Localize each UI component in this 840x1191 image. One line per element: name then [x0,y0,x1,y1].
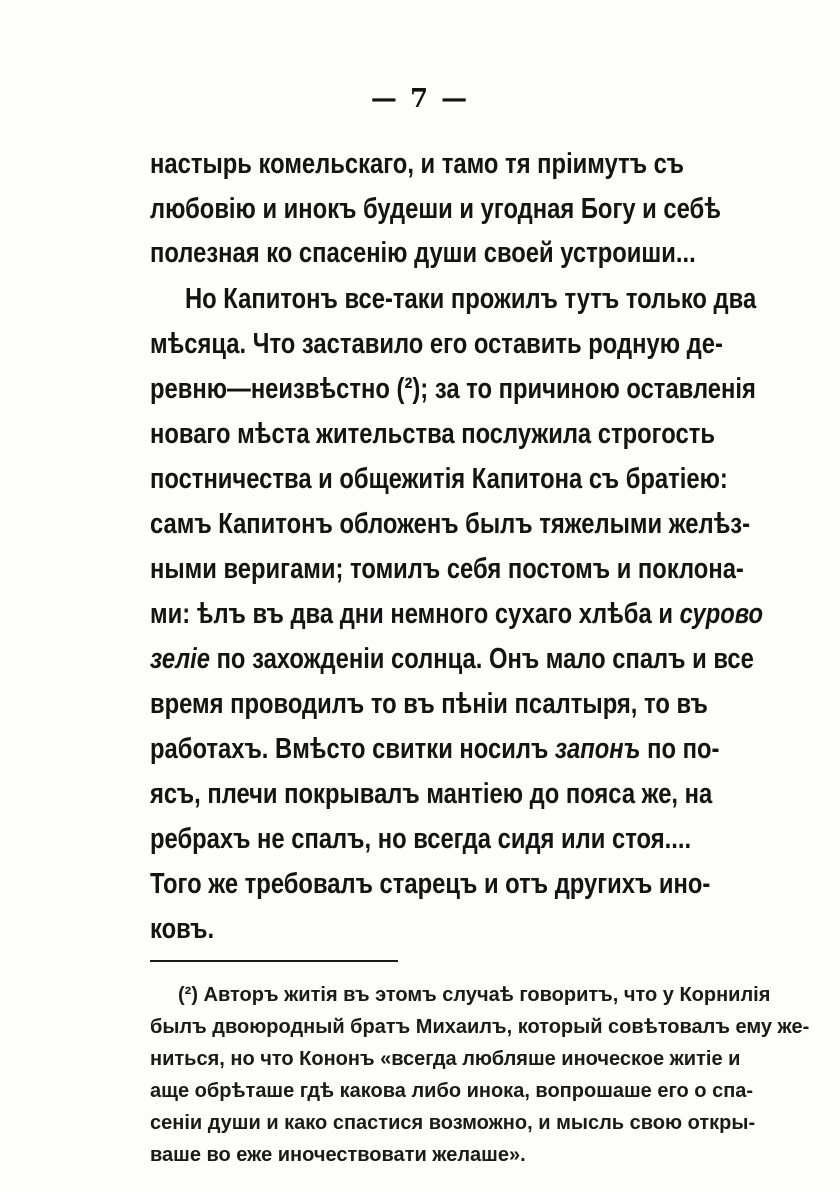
footnote-line: ниться, но что Кононъ «всегда любляше иноческое житіе и [150,1048,741,1070]
text-line [150,731,720,767]
text-line: настырь комельскаго, и тамо тя пріимутъ съ [150,148,684,180]
text-line: Но Капитонъ все-таки прожилъ тутъ только два [185,283,757,315]
text-span: работахъ. Вмѣсто свитки носилъ [150,733,549,765]
text-line: самъ Капитонъ обложенъ былъ тяжелыми желѣз- [150,508,751,540]
text-line: постничества и общежитія Капитона съ братіею: [150,463,728,495]
text-line: ребрахъ не спалъ, но всегда сидя или стоя.... [150,823,692,855]
text-line: мѣсяца. Что заставило его оставить родную де- [150,328,723,360]
text-line: время проводилъ то въ пѣніи псалтыря, то въ [150,688,708,720]
text-line: новаго мѣста жительства послужила строгость [150,418,715,450]
footnote-line: былъ двоюродный братъ Михаилъ, который совѣтовалъ ему же- [150,1016,810,1038]
text-line: Того же требовалъ старецъ и отъ другихъ ино- [150,868,711,900]
footnote-line: ваше во еже иночествовати желаше». [150,1144,526,1166]
page-number: — 7 — [370,84,470,114]
text-line: ревню—неизвѣстно (²); за то причиною оставленія [150,373,756,405]
italic-word: сурово [679,598,764,630]
text-line [150,641,754,677]
text-line: ковъ. [150,913,215,945]
footnote-line: аще обрѣташе гдѣ какова либо инока, вопрошаше его о спа- [150,1080,754,1102]
text-span: по захожденіи солнца. Онъ мало спалъ и все [216,643,754,675]
italic-word: запонъ [554,733,641,765]
footnote-line: (²) Авторъ житія въ этомъ случаѣ говоритъ, что у Корнилія [178,984,771,1006]
footnote-line: сеніи души и како спастися возможно, и мысль свою откры- [150,1112,756,1134]
text-line: полезная ко спасенію души своей устроиши... [150,237,696,269]
text-line [150,596,764,632]
text-line: любовію и инокъ будеши и угодная Богу и себѣ [150,193,721,225]
footnote-separator [150,960,398,962]
text-span: ми: ѣлъ въ два дни немного сухаго хлѣба и [150,598,673,630]
text-line: ными веригами; томилъ себя постомъ и поклона- [150,553,744,585]
italic-word: зеліе [150,643,210,675]
text-span: по по- [647,733,720,765]
text-line: ясъ, плечи покрывалъ мантіею до пояса же, на [150,778,713,810]
